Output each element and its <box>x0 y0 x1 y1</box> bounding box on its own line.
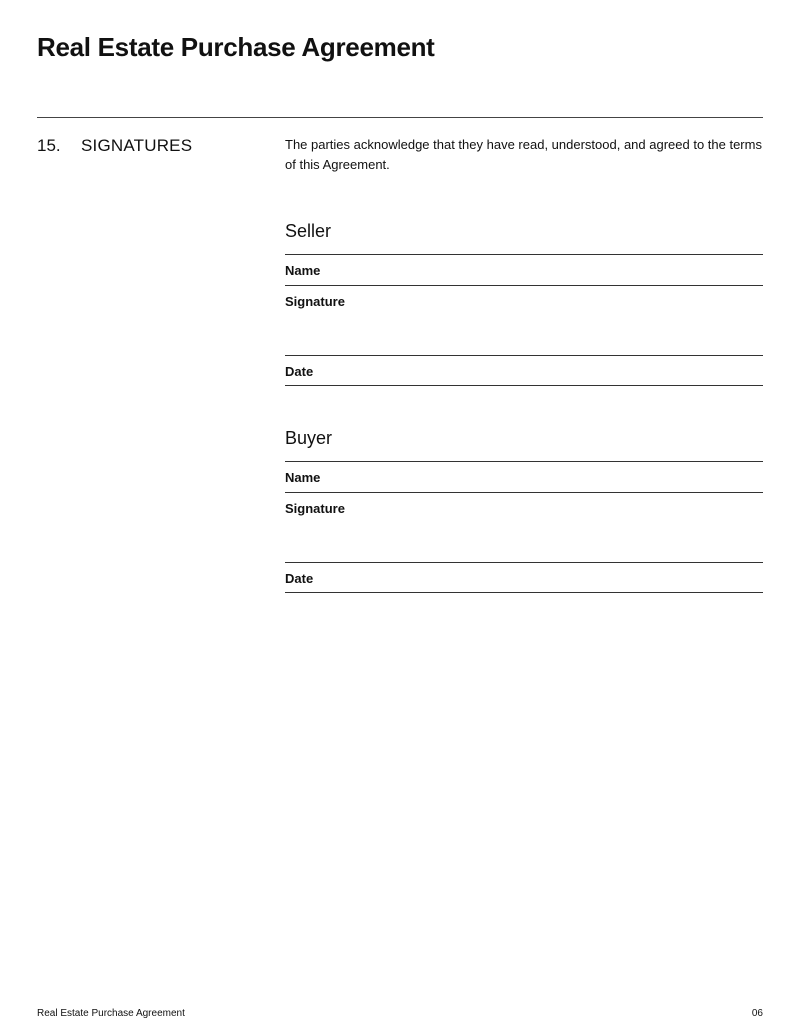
buyer-date-label: Date <box>285 571 314 586</box>
seller-signature-label: Signature <box>285 294 345 309</box>
buyer-name-label: Name <box>285 470 321 485</box>
seller-name-label: Name <box>285 263 321 278</box>
footer-document-title: Real Estate Purchase Agreement <box>37 1008 185 1019</box>
section-number: 15. <box>37 136 61 155</box>
seller-date-label: Date <box>285 364 314 379</box>
buyer-signature-block <box>285 426 763 593</box>
buyer-heading: Buyer <box>285 426 763 462</box>
buyer-signature-field[interactable] <box>285 493 763 563</box>
seller-heading: Seller <box>285 219 763 255</box>
section-heading: SIGNATURES <box>81 136 193 155</box>
section-intro-text: The parties acknowledge that they have read, understood, and agreed to the terms of this Agreement. <box>285 137 762 172</box>
title-divider <box>37 117 763 118</box>
footer-page-number: 06 <box>751 1008 763 1019</box>
seller-signature-field[interactable] <box>285 286 763 356</box>
seller-name-field[interactable] <box>285 255 763 286</box>
buyer-signature-label: Signature <box>285 501 345 516</box>
buyer-date-field[interactable] <box>285 563 763 593</box>
document-title: Real Estate Purchase Agreement <box>37 32 435 62</box>
buyer-name-field[interactable] <box>285 462 763 493</box>
seller-signature-block <box>285 219 763 386</box>
seller-date-field[interactable] <box>285 356 763 386</box>
